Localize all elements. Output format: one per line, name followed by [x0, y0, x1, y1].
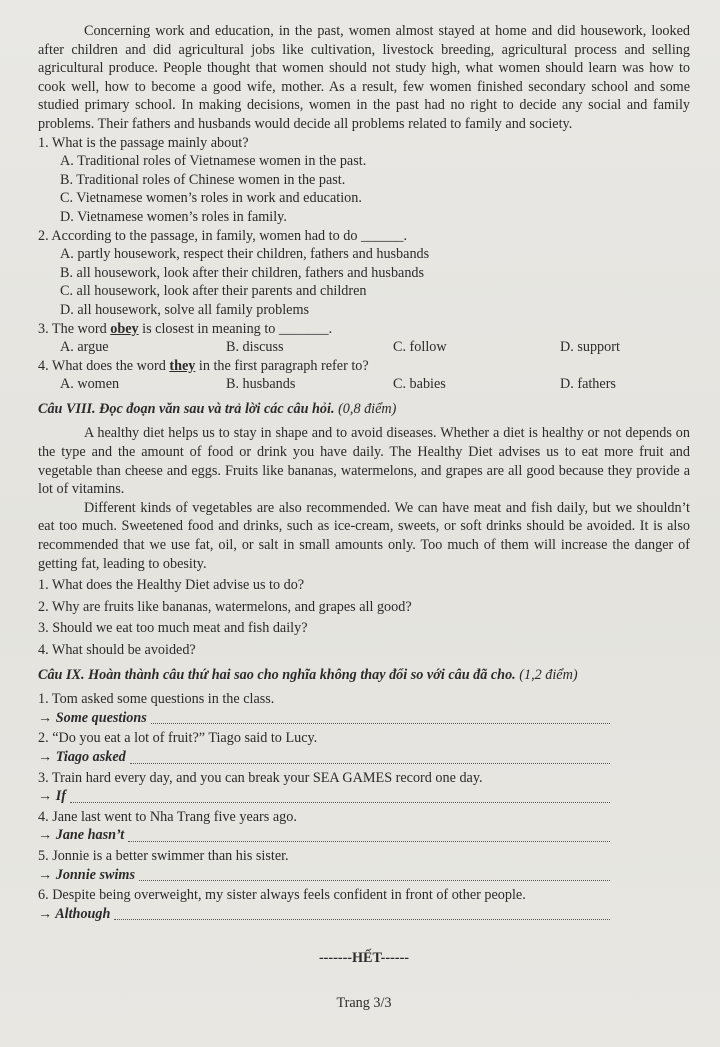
rewrite-answer-line[interactable]	[38, 787, 690, 806]
page-number: Trang 3/3	[336, 994, 392, 1011]
option-a: A. partly housework, respect their children, fathers and husbands	[60, 246, 430, 263]
answer-prompt: → Jane hasn’t	[38, 827, 125, 844]
rewrite-question: 4. Jane last went to Nha Trang five years ago.	[38, 808, 297, 825]
dotted-line	[128, 841, 610, 842]
rewrite-question: 2. “Do you eat a lot of fruit?” Tiago said to Lucy.	[38, 730, 318, 747]
end-mark: -------HẾT------	[318, 950, 410, 967]
reading-questions	[38, 576, 690, 659]
answer-prompt: → Jonnie swims	[38, 866, 135, 883]
rewrite-question: 5. Jonnie is a better swimmer than his sister.	[38, 847, 289, 864]
option-c: C. Vietnamese women’s roles in work and education.	[60, 190, 362, 207]
option-a: A. Traditional roles of Vietnamese women in the past.	[60, 153, 367, 170]
question-stem: 1. What is the passage mainly about?	[38, 134, 249, 151]
option-c: C. babies	[393, 376, 446, 393]
stem-text: in the first paragraph refer to?	[195, 357, 369, 374]
dotted-line	[114, 919, 610, 920]
option-d: D. support	[560, 339, 620, 356]
dotted-line	[70, 802, 610, 803]
passage-women: Concerning work and education, in the past, women almost stayed at home and did housework, looked after children and did agricultural jobs like cultivation, livestock breeding, agricultural process and selling agricultural produce. People thought that women should not study high, what women should learn was how to cook well, how to become a good wife, mother. As a result, few women finished secondary school and some studied primary school. In making decisions, women in the past had no right to decide any social and family problems. Their fathers and husbands would decide all problems related to family and society.	[38, 23, 690, 132]
question-stem: 2. According to the passage, in family, women had to do ______.	[38, 227, 408, 244]
answer-prompt: → Tiago asked	[38, 748, 126, 765]
rewrite-answer-line[interactable]	[38, 905, 690, 924]
section-9-heading	[38, 666, 690, 685]
section-points: (1,2 điểm)	[519, 666, 578, 683]
question-stem	[38, 320, 690, 339]
rewrite-items	[38, 690, 690, 923]
option-c: C. all housework, look after their parents and children	[60, 283, 367, 300]
rewrite-question: 6. Despite being overweight, my sister always feels confident in front of other people.	[38, 887, 526, 904]
section-title: Câu VIII. Đọc đoạn văn sau và trả lời các câu hỏi.	[38, 400, 335, 417]
section-8-heading	[38, 400, 690, 419]
option-d: D. Vietnamese women’s roles in family.	[60, 208, 287, 225]
section-title: Câu IX. Hoàn thành câu thứ hai sao cho nghĩa không thay đổi so với câu đã cho.	[38, 666, 516, 683]
stem-text: is closest in meaning to _______.	[138, 320, 333, 337]
question-stem	[38, 357, 690, 376]
stem-text: 3. The word	[38, 320, 111, 337]
underlined-word: they	[169, 357, 196, 374]
stem-text: 4. What does the word	[38, 357, 170, 374]
option-b: B. husbands	[226, 376, 296, 393]
answer-prompt: → If	[38, 788, 66, 805]
answer-prompt: → Some questions	[38, 709, 147, 726]
options-row	[38, 338, 690, 357]
rewrite-answer-line[interactable]	[38, 866, 690, 885]
reading-question: 2. Why are fruits like bananas, watermelons, and grapes all good?	[38, 598, 412, 615]
underlined-word: obey	[110, 320, 139, 337]
option-a: A. argue	[60, 339, 109, 356]
question-2	[38, 227, 690, 320]
rewrite-answer-line[interactable]	[38, 709, 690, 728]
dotted-line	[130, 763, 610, 764]
reading-question: 1. What does the Healthy Diet advise us to do?	[38, 577, 305, 594]
question-4	[38, 357, 690, 394]
reading-question: 4. What should be avoided?	[38, 642, 196, 658]
rewrite-question: 1. Tom asked some questions in the class.	[38, 691, 275, 708]
reading-question: 3. Should we eat too much meat and fish daily?	[38, 620, 308, 637]
option-d: D. all housework, solve all family problems	[60, 301, 310, 318]
option-b: B. discuss	[226, 339, 284, 356]
question-3	[38, 320, 690, 357]
rewrite-answer-line[interactable]	[38, 826, 690, 845]
option-b: B. Traditional roles of Chinese women in the past.	[60, 171, 346, 188]
option-a: A. women	[60, 376, 120, 393]
option-d: D. fathers	[560, 376, 616, 393]
option-b: B. all housework, look after their children, fathers and husbands	[60, 264, 425, 281]
dotted-line	[139, 880, 610, 881]
rewrite-answer-line[interactable]	[38, 748, 690, 767]
answer-prompt: → Although	[38, 905, 111, 922]
options-row	[38, 375, 690, 394]
section-points: (0,8 điểm)	[338, 400, 397, 417]
passage-diet-2: Different kinds of vegetables are also recommended. We can have meat and fish daily, but we shouldn’t eat too much. Sweetened food and drinks, such as ice-cream, sweets, or soft drinks should be avoided. It is also recommended that we use fat, oil, or salt in small amounts only. Too much of them will increase the danger of getting fat, leading to obesity.	[38, 499, 690, 572]
dotted-line	[151, 723, 610, 724]
passage-diet-1: A healthy diet helps us to stay in shape and to avoid diseases. Whether a diet is healthy or not depends on the type and the amount of food or drink you have daily. The Healthy Diet advises us to eat more fruit and vegetable than cheese and eggs. Fruits like bananas, watermelons, and grapes are all good because they provide a lot of vitamins.	[38, 425, 690, 498]
question-1	[38, 134, 690, 227]
option-c: C. follow	[393, 339, 447, 356]
rewrite-question: 3. Train hard every day, and you can break your SEA GAMES record one day.	[38, 769, 483, 786]
